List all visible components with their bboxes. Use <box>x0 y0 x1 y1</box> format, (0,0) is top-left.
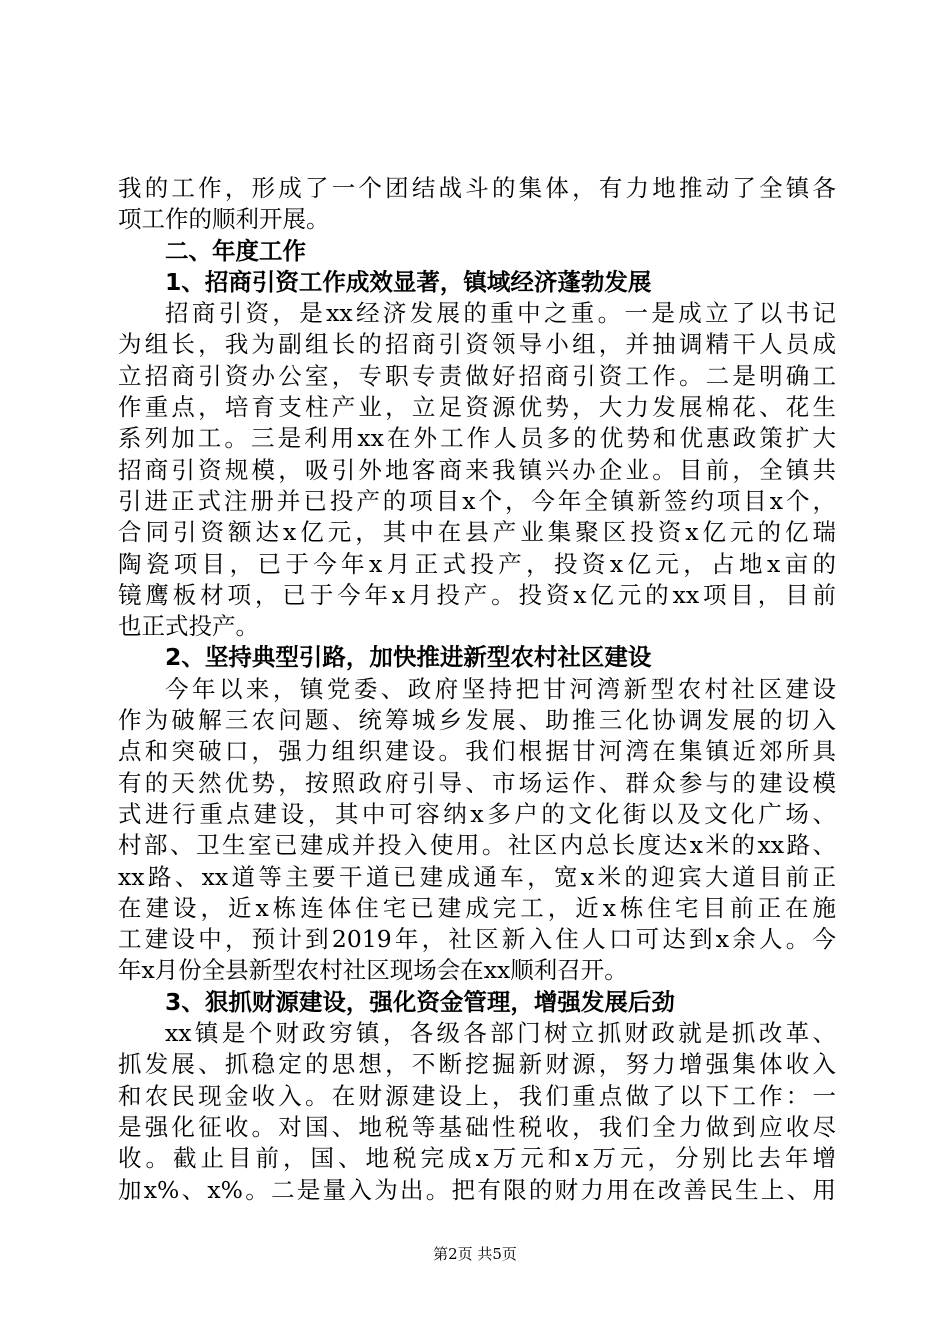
paragraph-line: 抓发展、抓稳定的思想，不断挖掘新财源，努力增强集体收入 <box>118 1050 836 1079</box>
paragraph-line: 是强化征收。对国、地税等基础性税收，我们全力做到应收尽 <box>118 1112 836 1141</box>
paragraph-line: 镜鹰板材项，已于今年x月投产。投资x亿元的xx项目，目前 <box>118 580 836 609</box>
paragraph-line: 有的天然优势，按照政府引导、市场运作、群众参与的建设模 <box>118 768 836 797</box>
paragraph-line: 合同引资额达x亿元，其中在县产业集聚区投资x亿元的亿瑞 <box>118 518 836 547</box>
page-footer: 第2页 共5页 <box>433 1245 517 1263</box>
paragraph-line: 引进正式注册并已投产的项目x个，今年全镇新签约项目x个， <box>118 486 836 515</box>
paragraph-line: 加x%、x%。二是量入为出。把有限的财力用在改善民生上、用 <box>118 1175 836 1204</box>
section-heading: 3、狠抓财源建设，强化资金管理，增强发展后劲 <box>165 987 675 1016</box>
section-heading: 二、年度工作 <box>165 236 306 265</box>
paragraph-line: 陶瓷项目，已于今年x月正式投产，投资x亿元，占地x亩的 <box>118 549 836 578</box>
paragraph-line: 为组长，我为副组长的招商引资领导小组，并抽调精干人员成 <box>118 330 836 359</box>
paragraph-line: 立招商引资办公室，专职专责做好招商引资工作。二是明确工 <box>118 361 836 390</box>
paragraph-line: 式进行重点建设，其中可容纳x多户的文化街以及文化广场、 <box>118 799 836 828</box>
paragraph-line: 在建设，近x栋连体住宅已建成完工，近x栋住宅目前正在施 <box>118 893 836 922</box>
paragraph-line: 也正式投产。 <box>118 612 259 641</box>
paragraph-line: 年x月份全县新型农村社区现场会在xx顺利召开。 <box>118 956 628 985</box>
paragraph-line: 项工作的顺利开展。 <box>118 205 330 234</box>
paragraph-line: 我的工作，形成了一个团结战斗的集体，有力地推动了全镇各 <box>118 174 836 202</box>
paragraph-line: xx路、xx道等主要干道已建成通车，宽x米的迎宾大道目前正 <box>118 862 836 891</box>
section-heading: 1、招商引资工作成效显著，镇域经济蓬勃发展 <box>165 267 652 296</box>
paragraph-line: 招商引资规模，吸引外地客商来我镇兴办企业。目前，全镇共 <box>118 455 836 484</box>
paragraph-line: 和农民现金收入。在财源建设上，我们重点做了以下工作：一 <box>118 1081 836 1110</box>
document-body <box>118 173 836 1206</box>
paragraph-line: 今年以来，镇党委、政府坚持把甘河湾新型农村社区建设 <box>165 674 836 703</box>
paragraph-line: 村部、卫生室已建成并投入使用。社区内总长度达x米的xx路、 <box>118 831 836 860</box>
paragraph-line: 招商引资，是xx经济发展的重中之重。一是成立了以书记 <box>165 299 836 328</box>
paragraph-line: 点和突破口，强力组织建设。我们根据甘河湾在集镇近郊所具 <box>118 737 836 766</box>
paragraph-line: 作重点，培育支柱产业，立足资源优势，大力发展棉花、花生 <box>118 393 836 422</box>
section-heading: 2、坚持典型引路，加快推进新型农村社区建设 <box>165 643 652 672</box>
paragraph-line: 工建设中，预计到2019年，社区新入住人口可达到x余人。今 <box>118 925 836 954</box>
paragraph-line: 收。截止目前，国、地税完成x万元和x万元，分别比去年增 <box>118 1144 836 1173</box>
paragraph-line: 系列加工。三是利用xx在外工作人员多的优势和优惠政策扩大 <box>118 424 836 453</box>
paragraph-line: 作为破解三农问题、统筹城乡发展、助推三化协调发展的切入 <box>118 706 836 735</box>
paragraph-line: xx镇是个财政穷镇，各级各部门树立抓财政就是抓改革、 <box>165 1019 836 1048</box>
